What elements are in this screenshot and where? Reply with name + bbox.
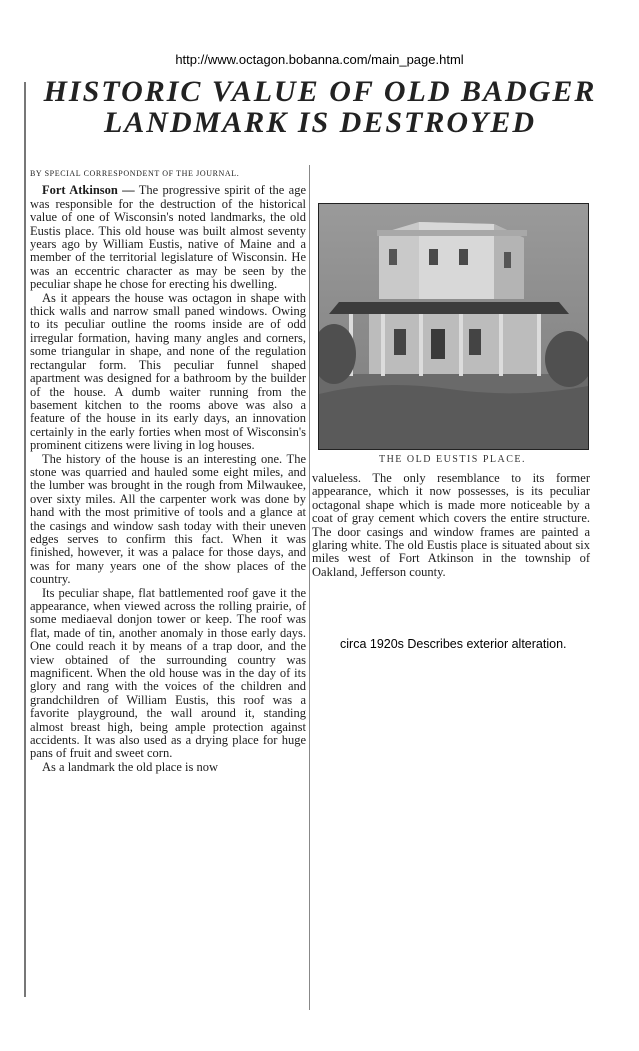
- clipping-left-edge: [24, 82, 26, 997]
- article-paragraph: As it appears the house was octagon in shape with thick walls and narrow small paned windows. Owing to its peculiar outline the rooms inside are of odd irregular formation, having many angles and corners, some triangular in shape, and none of the regulation rectangular form. This peculiar funnel shaped apartment was designed for a bathroom by the builder of the house. A dumb waiter running from the basement kitchen to the rooms above was also a feature of the house in its early days, an innovation certainly in the early forties when most of Wisconsin's prominent citizens were living in log houses.: [30, 290, 306, 453]
- paragraph-text: The progressive spirit of the age was responsible for the destruction of the historical value of one of Wisconsin's noted landmarks, the old Eustis place. This old house was built almost seventy years ago by William Eustis, native of Maine and a member of the territorial legislature of Wisconsin. He was an eccentric character as may be seen by the peculiar shape he chose for erecting his dwelling.: [30, 183, 306, 292]
- article-column-right: [312, 472, 590, 579]
- archive-note: circa 1920s Describes exterior alteration.: [340, 637, 567, 651]
- headline-line-1: HISTORIC VALUE OF OLD BADGER: [43, 75, 597, 108]
- column-divider: [309, 165, 310, 1010]
- article-paragraph: The history of the house is an interesting one. The stone was quarried and hauled some eight miles, and the lumber was brought in the rough from Milwaukee, over sixty miles. All the carpenter work was done by hand with the most primitive of tools and a glance at the casings and window sash today with their uneven edges serves to confirm this fact. When it was finished, however, it was a palace for those days, and was for many years one of the show places of the country.: [30, 451, 306, 587]
- article-paragraph: Its peculiar shape, flat battlemented roof gave it the appearance, when viewed across the rolling prairie, of some mediaeval donjon tower or keep. The roof was flat, made of tin, another anomaly in those early days. One could reach it by means of a trap door, and the view obtained of the surrounding country was magnificent. When the old house was in the day of its glory and rang with the voices of the children and grandchildren of William Eustis, this roof was a favorite playground, the wall around it, standing almost breast high, being ample protection against accidents. It was also used as a drying place for huge pans of fruit and sweet corn.: [30, 585, 306, 761]
- byline: BY SPECIAL CORRESPONDENT OF THE JOURNAL.: [30, 169, 240, 178]
- headline: [20, 76, 620, 138]
- article-continuation: valueless. The only resemblance to its former appearance, which it now possesses, is its peculiar octagonal shape which is made more noticeable by a coat of gray cement which covers the entire structure. The door casings and window frames are painted a glaring white. The old Eustis place is situated about six miles west of Fort Atkinson in the township of Oakland, Jefferson county.: [312, 471, 590, 579]
- article-column-left: [30, 167, 306, 774]
- octagon-house-image: [319, 204, 588, 449]
- source-url: http://www.octagon.bobanna.com/main_page.html: [175, 52, 464, 67]
- headline-line-2: LANDMARK IS DESTROYED: [103, 106, 537, 139]
- dateline: Fort Atkinson —: [42, 183, 135, 198]
- photo-caption: THE OLD EUSTIS PLACE.: [378, 454, 527, 465]
- article-paragraph: As a landmark the old place is now: [42, 759, 218, 774]
- house-photo: [318, 203, 589, 450]
- article-paragraph: [30, 184, 306, 291]
